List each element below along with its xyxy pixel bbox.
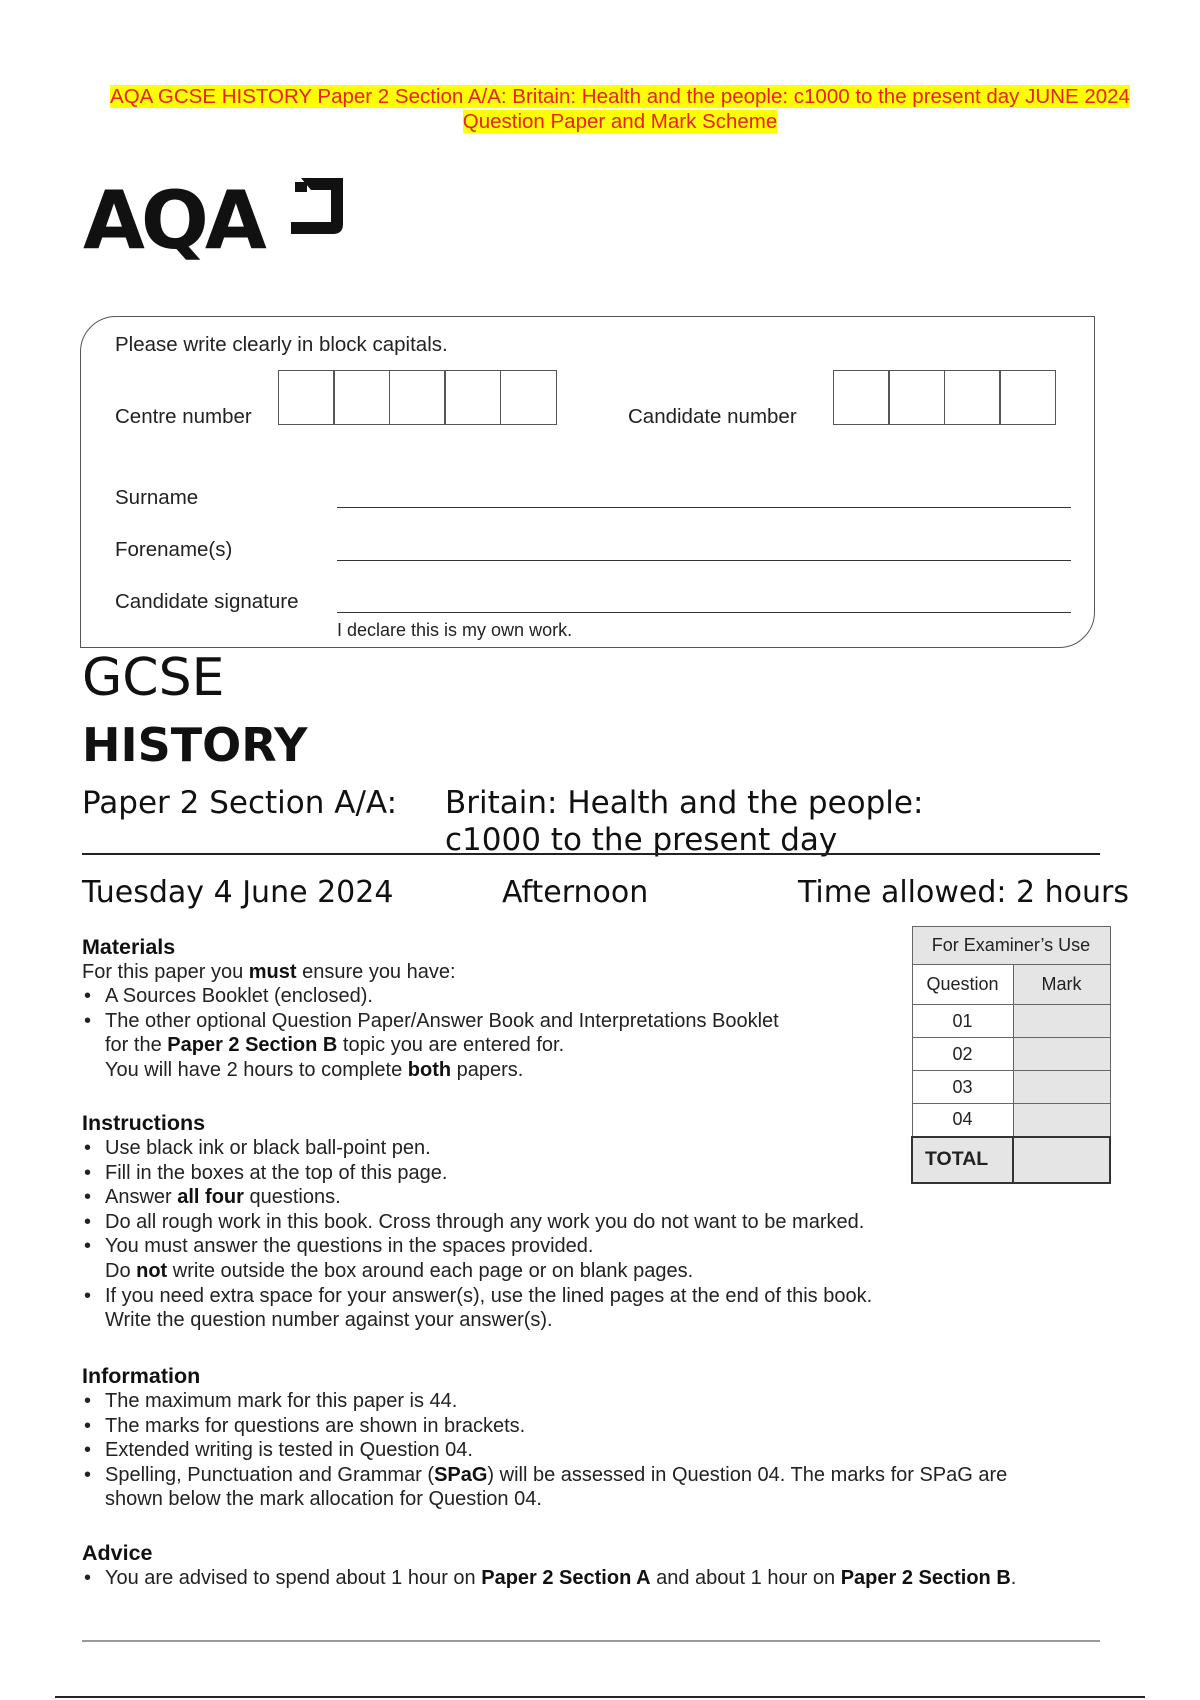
question-number: 01 [912,1005,1013,1038]
declaration-text: I declare this is my own work. [337,620,573,640]
topic-line-1: Britain: Health and the people: [445,785,924,821]
question-number: 04 [912,1104,1013,1137]
exam-date: Tuesday 4 June 2024 [82,875,394,910]
centre-number-boxes[interactable] [279,370,557,425]
materials-item: • A Sources Booklet (enclosed). [82,984,882,1009]
centre-number-cell[interactable] [278,370,335,425]
information-item: • The maximum mark for this paper is 44. [82,1389,1122,1414]
instruction-item: • You must answer the questions in the spaces provided. Do not write outside the box around each page or on blank pages. [82,1234,982,1283]
materials-intro: For this paper you must ensure you have: [82,961,456,983]
mark-column-header: Mark [1013,965,1110,1005]
information-heading: Information [82,1364,201,1388]
footer-divider [82,1640,1100,1642]
total-mark-cell [1013,1137,1110,1183]
centre-number-cell[interactable] [500,370,557,425]
instruction-item: • Do all rough work in this book. Cross through any work you do not want to be marked. [82,1210,982,1235]
candidate-number-cell[interactable] [888,370,945,425]
signature-label: Candidate signature [115,590,299,613]
centre-number-label: Centre number [115,405,252,428]
instruction-item: • Use black ink or black ball-point pen. [82,1136,982,1161]
instruction-item: • Fill in the boxes at the top of this page. [82,1161,982,1186]
candidate-number-label: Candidate number [628,405,797,428]
materials-item: • The other optional Question Paper/Answer Book and Interpretations Booklet for the Paper 2 Section B topic you are entered for. You will have 2 hours to complete both papers. [82,1009,882,1083]
candidate-number-cell[interactable] [999,370,1056,425]
centre-number-cell[interactable] [333,370,390,425]
question-number: 02 [912,1038,1013,1071]
forenames-label: Forename(s) [115,538,233,561]
signature-field[interactable] [337,612,1071,613]
instruction-item: • Answer all four questions. [82,1185,982,1210]
centre-number-cell[interactable] [389,370,446,425]
total-label: TOTAL [912,1137,1013,1183]
paper-label: Paper 2 Section A/A: [82,785,398,821]
forenames-field[interactable] [337,560,1071,561]
instruction-item: • If you need extra space for your answer(s), use the lined pages at the end of this book. Write the question number against your answer(s). [82,1284,982,1333]
exam-session: Afternoon [502,875,649,910]
document-banner [60,84,1180,134]
candidate-number-cell[interactable] [944,370,1001,425]
candidate-number-boxes[interactable] [834,370,1056,425]
banner-line-1: AQA GCSE HISTORY Paper 2 Section A/A: Britain: Health and the people: c1000 to the present day JUNE 2024 [110,85,1130,108]
aqa-logo-text: AQA [83,174,263,267]
materials-section [82,935,882,1082]
information-item: • Extended writing is tested in Question 04. [82,1438,1122,1463]
topic-line-2: c1000 to the present day [445,822,838,858]
question-column-header: Question [912,965,1013,1005]
mark-cell [1013,1071,1110,1104]
examiners-use-table [911,926,1111,1184]
instructions-section [82,1111,982,1333]
materials-heading: Materials [82,935,176,959]
question-number: 03 [912,1071,1013,1104]
qualification-title: GCSE [82,648,225,708]
mark-cell [1013,1005,1110,1038]
aqa-logo [83,176,353,276]
banner-line-2: Question Paper and Mark Scheme [462,110,778,133]
time-allowed: Time allowed: 2 hours [798,875,1130,910]
examiners-use-title: For Examiner’s Use [912,927,1110,965]
mark-cell [1013,1104,1110,1137]
information-section [82,1364,1122,1512]
advice-item: • You are advised to spend about 1 hour on Paper 2 Section A and about 1 hour on Paper 2 Section B. [82,1566,1142,1591]
information-item: • Spelling, Punctuation and Grammar (SPaG) will be assessed in Question 04. The marks for SPaG are shown below the mark allocation for Question 04. [82,1463,1122,1512]
instructions-heading: Instructions [82,1111,206,1135]
candidate-number-cell[interactable] [833,370,890,425]
title-divider [82,853,1100,855]
aqa-logo-mark-icon [281,176,347,236]
block-capitals-instruction: Please write clearly in block capitals. [115,333,448,356]
subject-title: HISTORY [82,718,308,772]
page-bottom-rule [55,1696,1145,1698]
advice-heading: Advice [82,1541,153,1565]
advice-section [82,1541,1142,1591]
information-item: • The marks for questions are shown in brackets. [82,1414,1122,1439]
surname-label: Surname [115,486,199,509]
centre-number-cell[interactable] [444,370,501,425]
surname-field[interactable] [337,507,1071,508]
mark-cell [1013,1038,1110,1071]
